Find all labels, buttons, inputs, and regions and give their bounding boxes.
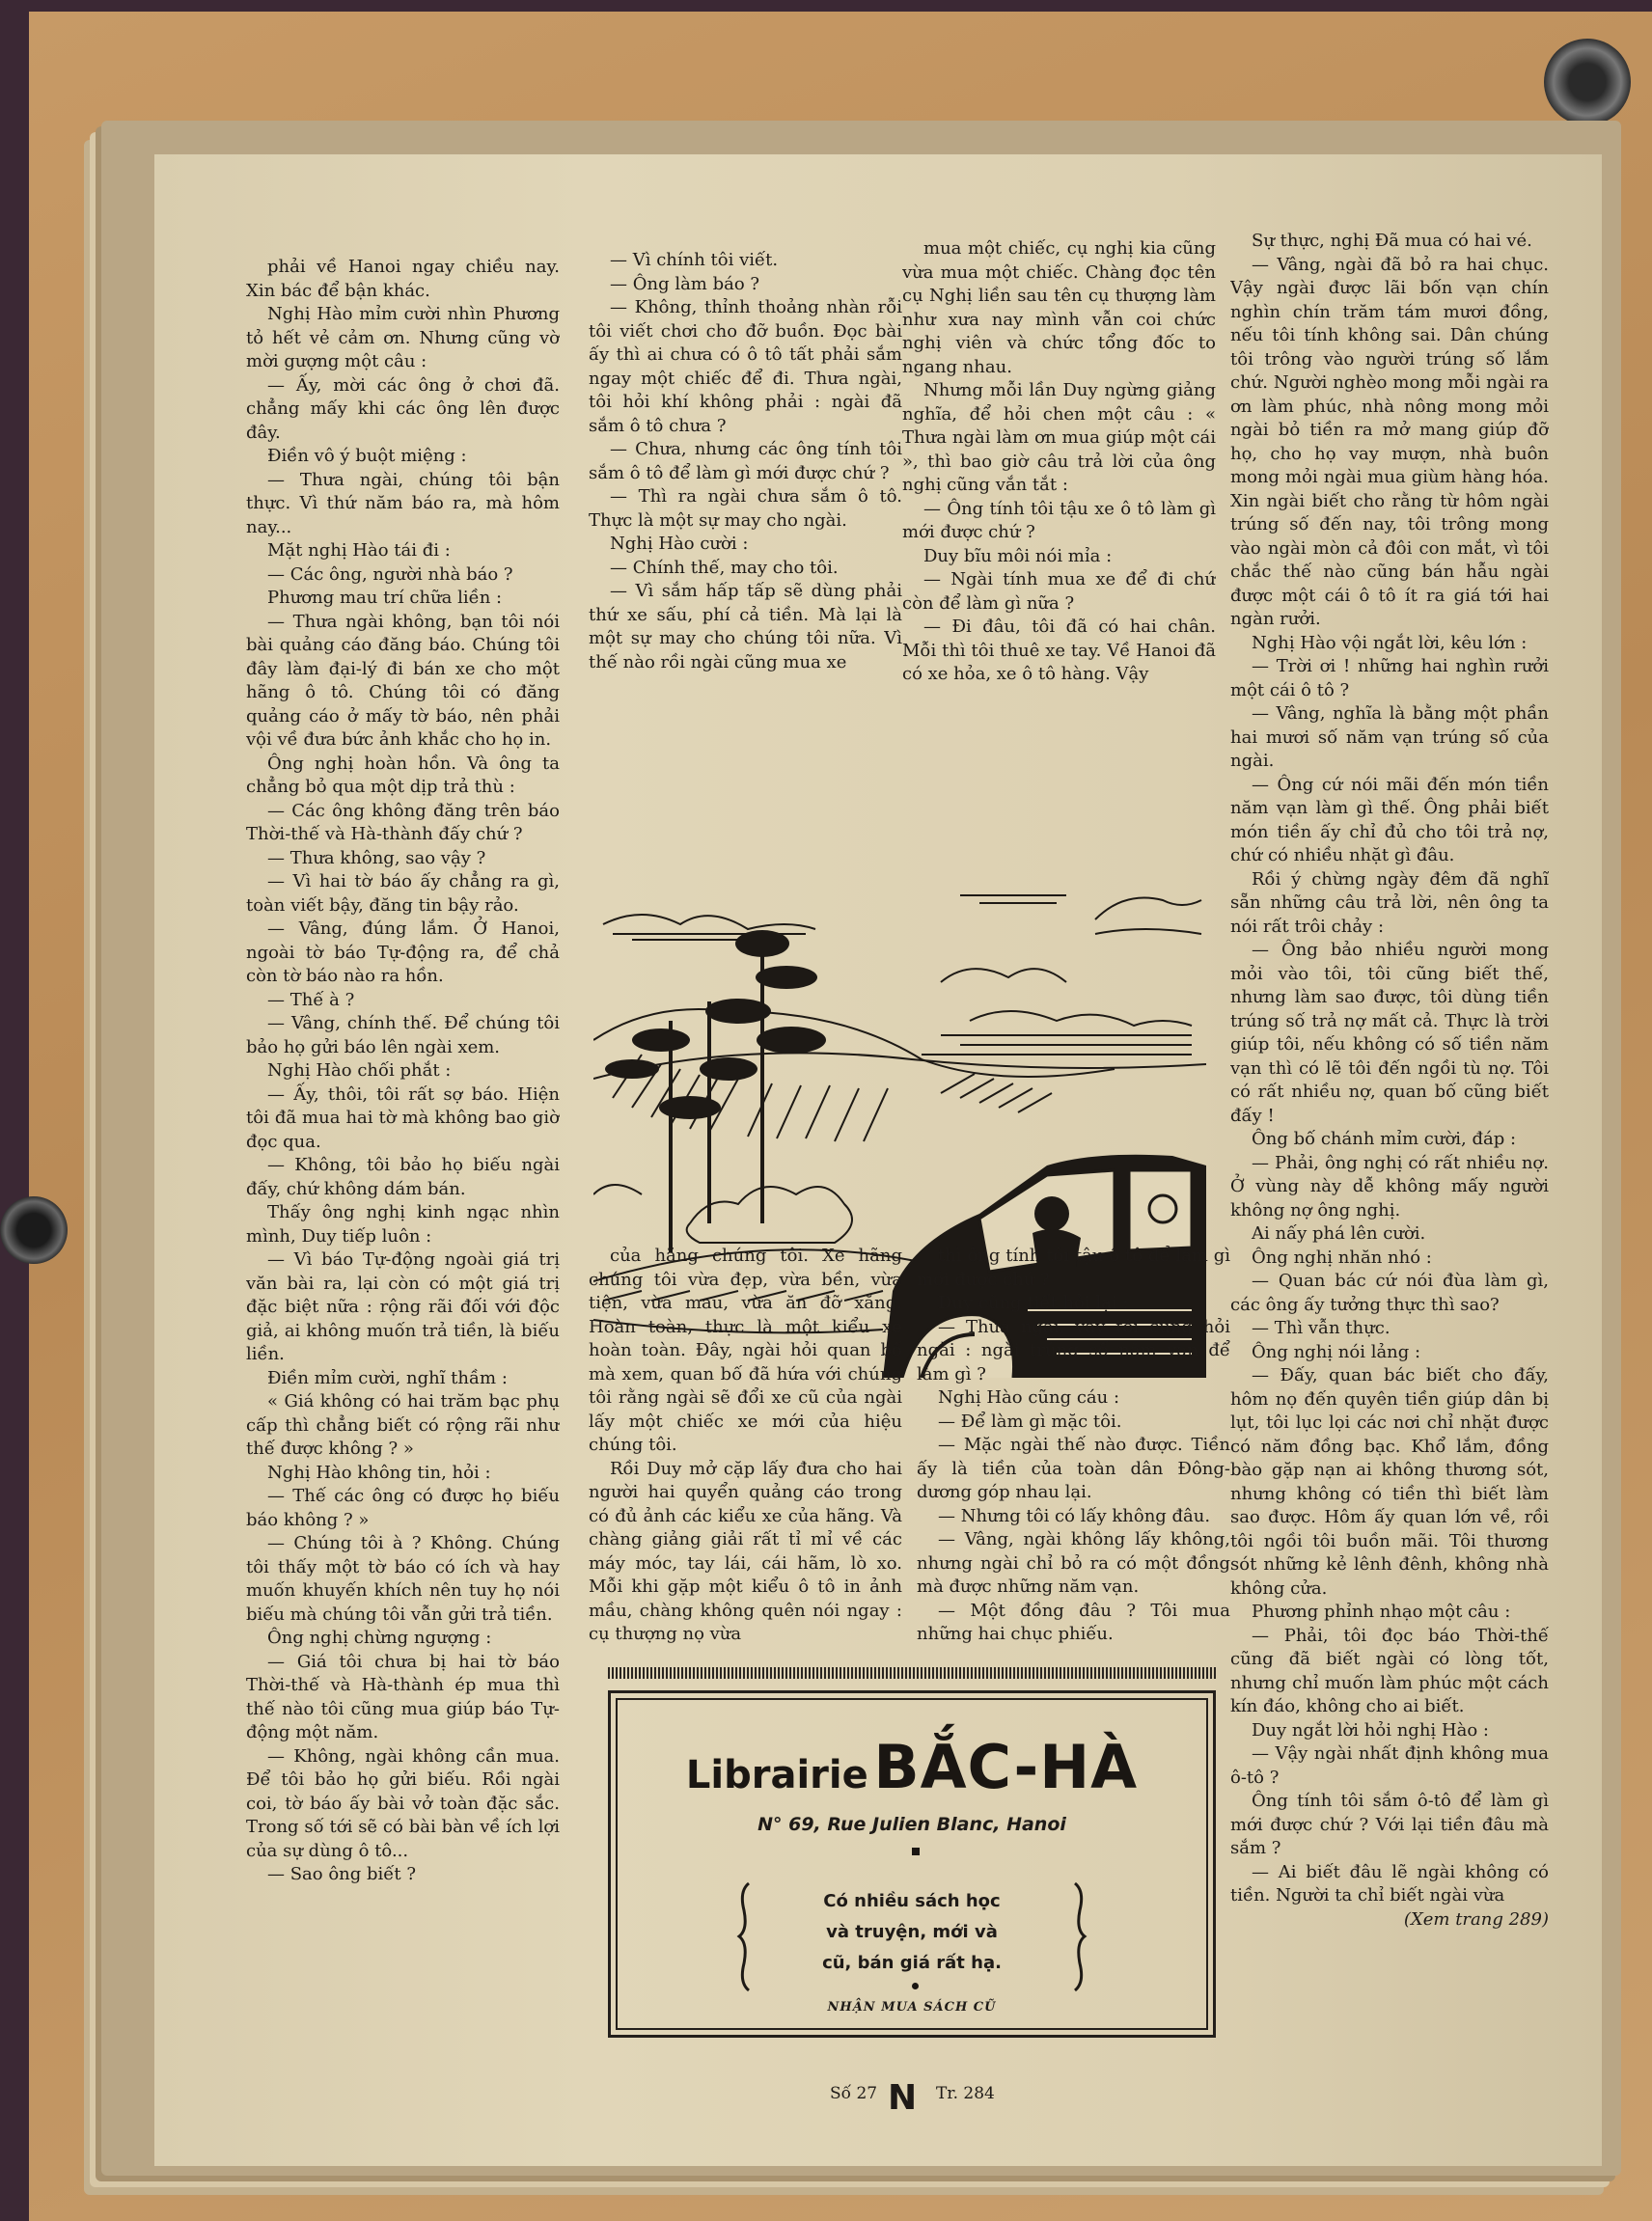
paragraph: thì ông tính tôi tậu ô tô để làm gì mới được chứ ?: [917, 1246, 1230, 1290]
paragraph: « Giá không có hai trăm bạc phụ cấp thì chẳng biết có rộng rãi như thế được không ? »: [246, 1391, 560, 1459]
paragraph: — Chúng tôi à ? Không. Chúng tôi thấy một tờ báo có ích và hay muốn khuyến khích nên tuy họ nói biếu mà chúng tôi vẫn gửi trả tiền.: [246, 1533, 560, 1625]
paragraph: Nghị Hào vội ngắt lời, kêu lớn :: [1252, 632, 1528, 653]
ad-address: N° 69, Rue Julien Blanc, Hanoi: [757, 1814, 1066, 1835]
issue-number: Số 27: [830, 2084, 878, 2103]
paragraph: — Chưa, nhưng các ông tính tôi sắm ô tô để làm gì mới được chứ ?: [589, 439, 902, 483]
paragraph: Mặt nghị Hào tái đi :: [267, 540, 451, 561]
continued-note: (Xem trang 289): [1403, 1908, 1549, 1930]
paragraph: Ông nghị chừng ngượng :: [267, 1628, 492, 1648]
text-column-3: [902, 237, 1216, 881]
paragraph: Duy ngắt lời hỏi nghị Hào :: [1252, 1719, 1489, 1741]
paragraph: — Ai biết đâu lẽ ngài không có tiền. Người ta chỉ biết ngài vừa: [1230, 1861, 1549, 1906]
paragraph: — Không, thỉnh thoảng nhàn rỗi tôi viết chơi cho đỡ buồn. Đọc bài ấy thì ai chưa có ô tô tất phải sắm ngay một chiếc để đi. Thưa ngài, tôi hỏi khí không phải : ngài đã sắm ô tô chưa ?: [589, 297, 902, 436]
ad-line: và truyện, mới và: [826, 1922, 998, 1942]
paragraph: — Vâng, ngài không lấy không, nhưng ngài chỉ bỏ ra có một đồng mà được những năm vạn.: [917, 1529, 1230, 1597]
paragraph: — Đấy, quan bác biết cho đấy, hôm nọ đến quyên tiền giúp dân bị lụt, tôi lục lọi các nơi chỉ nhặt được có năm đồng bạc. Khổ lắm, đồng bào gặp nạn ai không thương sót, nhưng không có tiền thì biết làm sao được. Hôm ấy quan lớn về, rồi tôi ngồi tôi buồn mãi. Tôi thương sót những kẻ lênh đênh, không nhà không cửa.: [1230, 1365, 1549, 1599]
ad-brand-small: Librairie: [685, 1753, 868, 1797]
paragraph: Nghị Hào cũng cáu :: [938, 1387, 1120, 1408]
paragraph: — Nhưng tôi có lấy không đâu.: [938, 1505, 1211, 1526]
text-column-3-lower: [917, 1245, 1230, 1655]
paragraph: Ông nghị nói lảng :: [1252, 1341, 1421, 1362]
paragraph: Rồi Duy mở cặp lấy đưa cho hai người hai quyển quảng cáo trong có đủ ảnh các kiểu xe của hãng. Và chàng giảng giải rất tỉ mỉ về các máy móc, tay lái, cái hãm, lò xo. Mỗi khi gặp một kiểu ô tô in ảnh mầu, chàng không quên nói ngay : cụ thượng nọ vừa: [589, 1458, 902, 1644]
paragraph: — Ông bảo nhiều người mong mỏi vào tôi, tôi cũng biết thế, nhưng làm sao được, tôi dùng tiền trúng số trả nợ mất cả. Thực là trời giúp tôi, nếu không có số tiền năm vạn thì có lẽ tôi đến ngồi tù nợ. Tôi có rất nhiều nợ, quan bố cũng biết đấy !: [1230, 940, 1549, 1126]
paragraph: — Vì sắm hấp tấp sẽ dùng phải thứ xe sấu, phí cả tiền. Mà lại là một sự may cho chúng tôi nữa. Vì thế nào rồi ngài cũng mua xe: [589, 581, 902, 672]
paragraph: — Vâng, đúng lắm. Ở Hanoi, ngoài tờ báo Tự-động ra, để chả còn tờ báo nào ra hồn.: [246, 919, 560, 986]
paragraph: — Sao ông biết ?: [267, 1864, 416, 1884]
paragraph: Ông tính tôi sắm ô-tô để làm gì mới được chứ ? Với lại tiền đâu mà sắm ?: [1230, 1791, 1549, 1858]
paragraph: Rồi ý chừng ngày đêm đã nghĩ sẵn những câu trả lời, nên ông ta nói rất trôi chảy :: [1230, 868, 1549, 937]
paragraph: Điền mỉm cười, nghĩ thầm :: [267, 1367, 508, 1388]
binder-ring-icon: [0, 1196, 68, 1264]
paragraph: Ông nghị nhăn nhó :: [1252, 1247, 1432, 1268]
paragraph: — Ông làm báo ?: [610, 273, 760, 294]
divider-rule: [608, 1667, 1216, 1679]
paragraph: phải về Hanoi ngay chiều nay. Xin bác để bận khác.: [246, 257, 560, 301]
ad-tagline: NHẬN MUA SÁCH CŨ: [827, 2000, 997, 2015]
text-column-2: [589, 249, 902, 881]
paragraph: — Ngài tính mua xe để đi chứ còn để làm gì nữa ?: [902, 569, 1216, 614]
paragraph: Nghị Hào không tin, hỏi :: [267, 1462, 491, 1483]
paragraph: Nghị Hào mỉm cười nhìn Phương tỏ hết vẻ cảm ơn. Nhưng cũng vờ mời gượng một câu :: [246, 304, 560, 371]
paragraph: Nhưng mỗi lần Duy ngừng giảng nghĩa, để hỏi chen một câu : « Thưa ngài làm ơn mua giúp một cái », thì bao giờ câu trả lời của ông nghị cũng vắn tắt :: [902, 380, 1216, 495]
paragraph: Nghị Hào chối phắt :: [267, 1060, 452, 1081]
ad-square-bullet: [912, 1848, 920, 1855]
paragraph: — Trời ơi ! những hai nghìn rưởi một cái ô tô ?: [1230, 656, 1549, 700]
paragraph: — Thế à ?: [267, 989, 355, 1010]
paragraph: Điền vô ý buột miệng :: [267, 446, 467, 466]
paragraph: Duy cũng tiết hỏi lại :: [938, 1293, 1129, 1313]
paragraph: Ông bố chánh mỉm cười, đáp :: [1252, 1129, 1517, 1149]
text-column-1: [246, 256, 560, 2026]
paragraph: Ai nấy phá lên cười.: [1252, 1223, 1426, 1244]
text-column-4: [1230, 230, 1549, 2034]
ad-title: [611, 1732, 1213, 1802]
paragraph: — Thì ra ngài chưa sắm ô tô. Thực là một sự may cho ngài.: [589, 486, 902, 531]
binder-ring-icon: [1544, 39, 1631, 125]
ad-body: [746, 1886, 1078, 1979]
paragraph: — Ông tính tôi tậu xe ô tô làm gì mới được chứ ?: [902, 498, 1216, 542]
paragraph: Ông nghị hoàn hồn. Và ông ta chẳng bỏ qua một dịp trả thù :: [246, 753, 560, 797]
ad-round-bullet: [912, 1983, 919, 1989]
paragraph: — Không, tôi bảo họ biếu ngài đấy, chứ không dám bán.: [246, 1155, 560, 1199]
paragraph: — Thưa ngài, chúng tôi bận thực. Vì thứ năm báo ra, mà hôm nay...: [246, 469, 560, 537]
paragraph: — Thưa ngài không, bạn tôi nói bài quảng cáo đăng báo. Chúng tôi đây làm đại-lý đi bán xe cho một hãng ô tô. Chúng tôi có đăng quảng cáo ở mấy tờ báo, nên phải vội về đưa bức ảnh khắc cho họ in.: [246, 611, 560, 750]
paragraph: — Ông cứ nói mãi đến món tiền năm vạn làm gì thế. Ông phải biết món tiền ấy chỉ đủ cho tôi trả nợ, chứ có nhiều nhặt gì đâu.: [1230, 774, 1549, 865]
paragraph: Phương phỉnh nhạo một câu :: [1252, 1602, 1511, 1622]
page-number: Tr. 284: [936, 2084, 995, 2103]
magazine-logo: N: [888, 2078, 918, 2118]
paragraph: mua một chiếc, cụ nghị kia cũng vừa mua một chiếc. Chàng đọc tên cụ Nghị liền sau tên cụ thượng làm như xưa nay mình vẫn coi chức nghị viên và chức tổng đốc to ngang nhau.: [902, 238, 1216, 377]
paragraph: — Quan bác cứ nói đùa làm gì, các ông ấy tưởng thực thì sao?: [1230, 1271, 1549, 1315]
paragraph: — Vâng, chính thế. Để chúng tôi bảo họ gửi báo lên ngài xem.: [246, 1013, 560, 1057]
paragraph: — Vâng, ngài đã bỏ ra hai chục. Vậy ngài được lãi bốn vạn chín nghìn chín trăm tám mươi đồng, nếu tôi tính không sai. Dân chúng tôi trông vào người trúng số lắm chứ. Người nghèo mong mỗi ngài ra ơn làm phúc, nhà nông mong mỏi ngài bỏ tiền ra mở mang giúp đỡ họ, cho họ vay mượn, nhà buôn mong mỏi ngài mua giùm hàng hóa. Xin ngài biết cho rằng từ hôm ngài trúng số đến nay, tôi trông mong vào ngài mòn cả đôi con mắt, vì tôi chắc thế nào cũng bán hẫu ngài được một cái ô tô ít ra giá tới hai ngàn rưởi.: [1230, 254, 1549, 629]
paragraph: Thấy ông nghị kinh ngạc nhìn mình, Duy tiếp luôn :: [246, 1202, 560, 1247]
ad-line: cũ, bán giá rất hạ.: [822, 1953, 1002, 1973]
paragraph: — Vì hai tờ báo ấy chẳng ra gì, toàn viết bậy, đăng tin bậy rảo.: [246, 871, 560, 916]
paragraph: Nghị Hào cười :: [610, 534, 749, 554]
paragraph: của hãng chúng tôi. Xe hãng chúng tôi vừa đẹp, vừa bền, vừa tiện, vừa mau, vừa ăn đỡ xăng. Hoàn toàn, thực là một kiểu xe hoàn toàn. Đây, ngài hỏi quan bố mà xem, quan bố đã hứa với chúng tôi rằng ngài sẽ đổi xe cũ của ngài lấy một chiếc xe mới của hiệu chúng tôi.: [589, 1246, 902, 1455]
paragraph: Duy bĩu môi nói mỉa :: [923, 545, 1113, 566]
paragraph: — Chính thế, may cho tôi.: [610, 557, 839, 578]
paragraph: — Mặc ngài thế nào được. Tiền ấy là tiền của toàn dân Đông-dương góp nhau lại.: [917, 1435, 1230, 1502]
paragraph: — Thưa ngài, vậy tôi cũng hỏi ngài : ngài trúng số năm vạn để làm gì ?: [917, 1316, 1230, 1385]
paragraph: — Đi đâu, tôi đã có hai chân. Mỗi thì tôi thuê xe tay. Về Hanoi đã có xe hỏa, xe ô tô hàng. Vậy: [902, 617, 1216, 684]
paragraph: — Các ông, người nhà báo ?: [267, 563, 513, 585]
text-column-2-lower: [589, 1245, 902, 1655]
paragraph: Phương mau trí chữa liền :: [267, 588, 503, 608]
page-footer: [830, 2078, 1081, 2123]
paragraph: — Thế các ông có được họ biếu báo không ? »: [246, 1486, 560, 1530]
paragraph: — Để làm gì mặc tôi.: [938, 1411, 1122, 1432]
paragraph: — Phải, tôi đọc báo Thời-thế cũng đã biết ngài có lòng tốt, nhưng chỉ muốn làm phúc một cách kín đáo, không cho ai biết.: [1230, 1625, 1549, 1716]
paragraph: Sự thực, nghị Đã mua có hai vé.: [1252, 231, 1532, 251]
paragraph: — Thưa không, sao vậy ?: [267, 847, 486, 868]
paragraph: — Giá tôi chưa bị hai tờ báo Thời-thế và Hà-thành ép mua thì thế nào tôi cũng mua giúp báo Tự-động một năm.: [246, 1651, 560, 1742]
bookstore-advertisement: [608, 1690, 1216, 2038]
paragraph: — Ấy, thôi, tôi rất sợ báo. Hiện tôi đã mua hai tờ mà không bao giờ đọc qua.: [246, 1083, 560, 1152]
paragraph: — Thì vẫn thực.: [1252, 1318, 1390, 1338]
paragraph: — Không, ngài không cần mua. Để tôi bảo họ gửi biếu. Rồi ngài coi, tờ báo ấy bài vở toàn đặc sắc. Trong số tới sẽ có bài bàn về ích lợi của sự dùng ô tô...: [246, 1745, 560, 1861]
paragraph: — Vì báo Tự-động ngoài giá trị văn bài ra, lại còn có một giá trị đặc biệt nữa : rộng rãi đối với độc giả, ai không muốn trả tiền, là biếu liền.: [246, 1249, 560, 1364]
paragraph: — Một đồng đâu ? Tôi mua những hai chục phiếu.: [917, 1600, 1230, 1644]
ad-line: Có nhiều sách học: [823, 1891, 1001, 1911]
paragraph: — Vâng, nghĩa là bằng một phần hai mươi số năm vạn trúng số của ngài.: [1230, 703, 1549, 771]
paragraph: — Vậy ngài nhất định không mua ô-tô ?: [1230, 1743, 1549, 1788]
paragraph: — Phải, ông nghị có rất nhiều nợ. Ở vùng này dễ không mấy người không nợ ông nghị.: [1230, 1152, 1549, 1220]
paragraph: — Ấy, mời các ông ở chơi đã. chẳng mấy khi các ông lên được đây.: [246, 374, 560, 443]
ad-brand-big: BẮC-HÀ: [873, 1732, 1139, 1802]
paragraph: — Các ông không đăng trên báo Thời-thế và Hà-thành đấy chứ ?: [246, 800, 560, 844]
paragraph: — Vì chính tôi viết.: [610, 250, 779, 270]
magazine-page: [154, 154, 1602, 2166]
